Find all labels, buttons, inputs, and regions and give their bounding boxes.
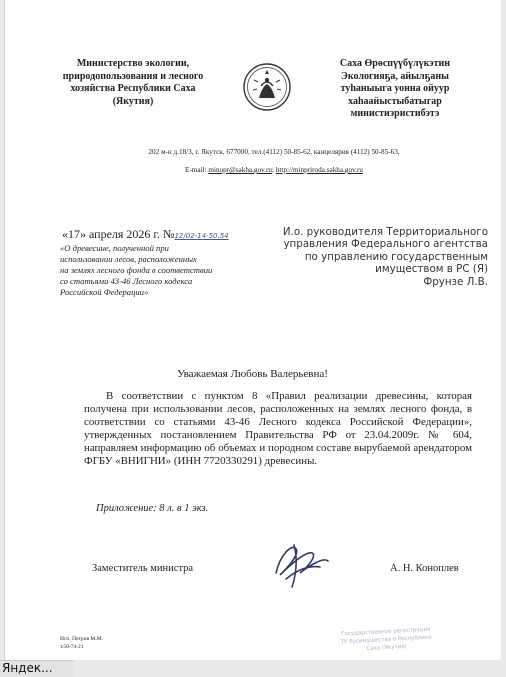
subject-line: «О древесине, полученной при [60,243,169,253]
registration-stamp [303,624,470,660]
ministry-line: туһаныыга уонна ойуур [340,83,450,94]
handwritten-number: 12/02-14-50.54 [174,232,229,240]
stamp-line: Саха (Якутия) [366,643,407,653]
signature-icon [266,535,338,590]
coat-of-arms-icon [242,60,292,114]
subject-line: Российской Федерации» [60,287,149,297]
email-label: E-mail: [185,166,209,174]
ministry-line: (Якутия) [112,95,154,107]
ministry-name-russian [44,58,222,108]
subject-line: со статьями 43-46 Лесного кодекса [60,276,193,286]
website-link[interactable]: http://minpriroda.sakha.gov.ru [275,166,363,174]
recipient-line: управления Федерального агентства [283,238,488,251]
recipient-line: И.о. руководителя Территориального [282,226,488,238]
ministry-line: Министерство экологии, [76,58,190,69]
greeting: Уважаемая Любовь Валерьевна! [177,368,328,380]
stamp-line: Государственное регистрация [341,626,431,638]
stamp-line: ТУ Росимущества в Республике [340,634,432,646]
address-line: 202 м-н д.18/3, г. Якутск, 677000, тел.(4112) 50-85-62, канцелярия (4112) 50-85-63, [148,148,400,156]
subject-line: использовании лесов, расположенных [60,254,197,264]
separator: ; [272,166,276,174]
recipient-block [280,226,488,288]
signer-title: Заместитель министра [92,563,194,574]
email-line [64,165,484,175]
recipient-line: по управлению государственным [304,250,488,263]
ministry-line: Экологияҕа, айылҕаны [341,70,449,82]
executor-line: Исп. Петров М.М. [60,636,103,642]
letter-subject [60,243,256,298]
ministry-name-sakha [310,58,480,121]
letter-date [62,227,229,242]
ministry-line: Саха Өрөспүүбүлүкэтин [339,58,451,69]
email-link[interactable]: minopr@sakha.gov.ru [208,166,273,174]
ministry-line: хаһаайыстыбатыгар [348,95,442,107]
executor-line: т.50-74-21 [60,643,84,650]
executor-info [60,636,103,651]
ministry-line: хозяйства Республики Саха [70,83,196,94]
subject-line: на землях лесного фонда в соответствии [60,265,213,275]
page-edge [4,0,5,660]
signer-name: А. Н. Коноплев [390,563,459,574]
taskbar-app-label[interactable]: Яндек... [0,660,74,677]
ministry-line: природопользования и лесного [62,70,204,82]
recipient-line: Фрунзе Л.В. [423,275,488,288]
recipient-line: имуществом в РС (Я) [375,263,488,276]
appendix-note: Приложение: 8 л. в 1 экз. [96,503,209,514]
document-page [4,0,501,660]
letter-body: В соответствии с пунктом 8 «Правил реализации древесины, которая получена при использовании лесов, расположенных на землях лесного фонда, в соответствии со статьями 43-46 Лесного кодекса Российской Федерации», утвержденных постановлением Правительства РФ от 23.04.2009г. № 604, направляем информацию об объемах и породном составе вырубаемой арендатором ФГБУ «ВНИГНИ» (ИНН 7720330291) древесины. [84,390,472,467]
date-text: «17» апреля 2026 г. № [62,227,175,241]
ministry-line: министиэристибэтэ [350,108,440,119]
